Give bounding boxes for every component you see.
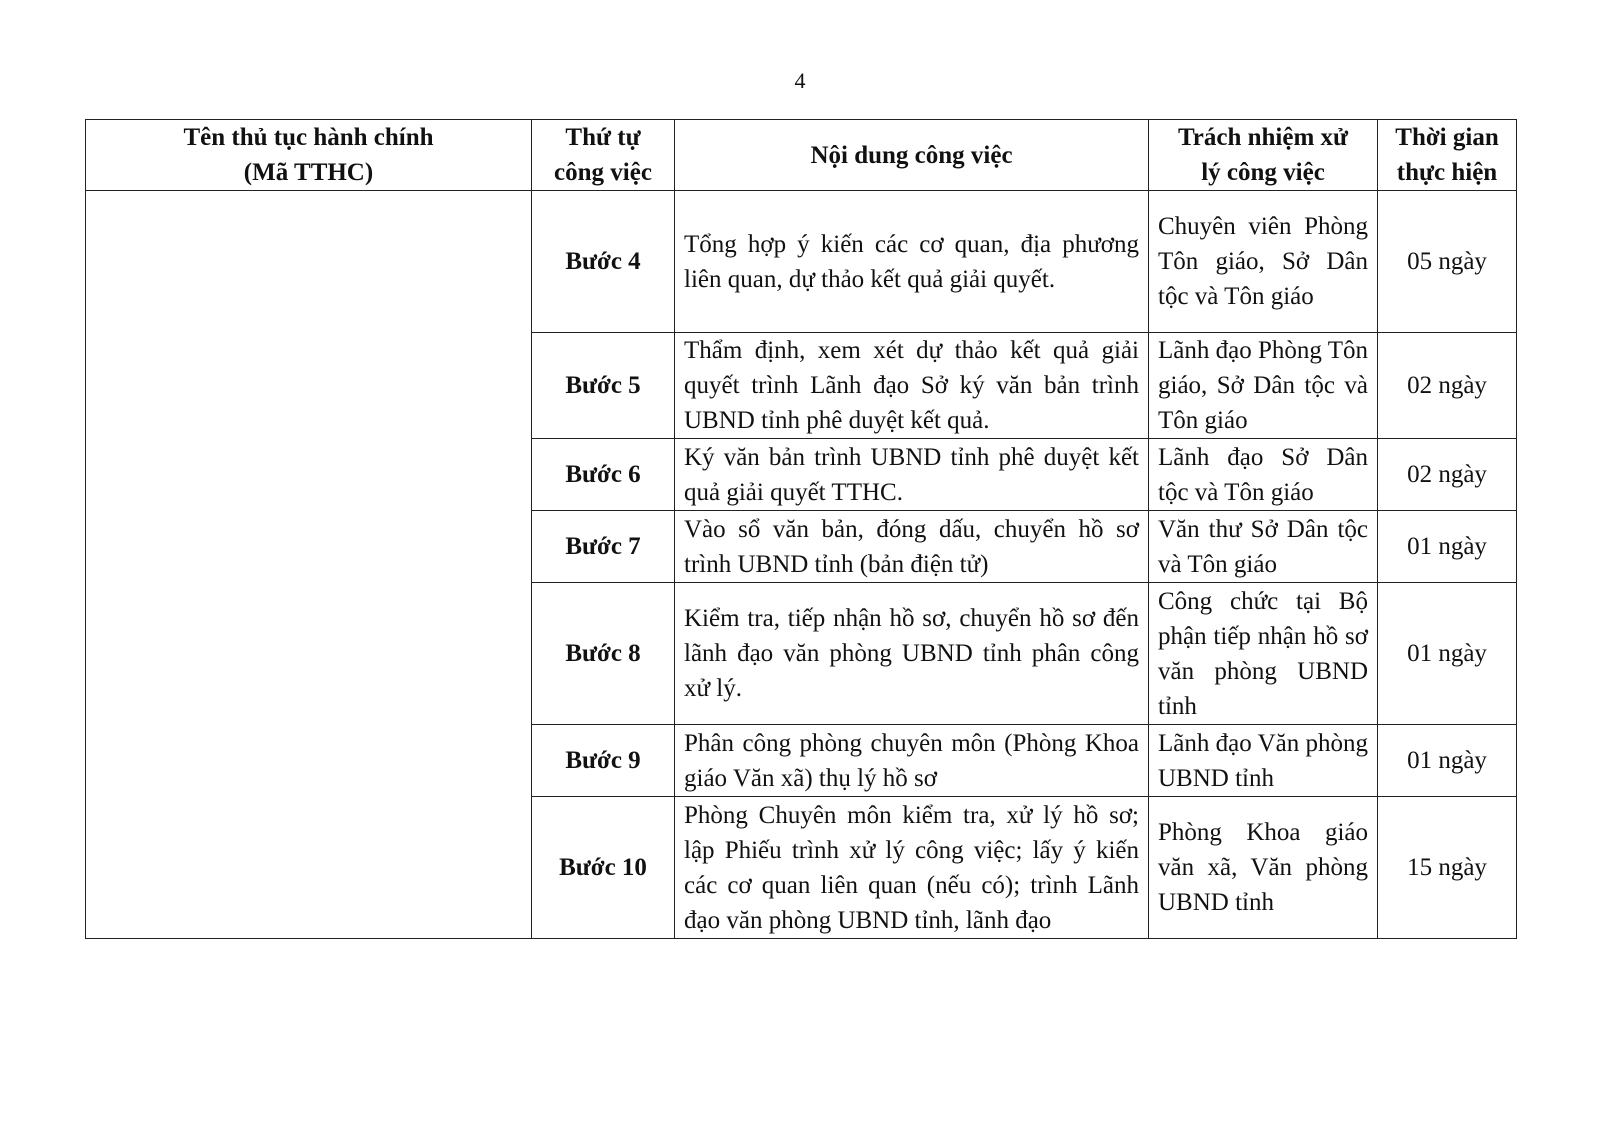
time-cell: 01 ngày	[1378, 511, 1517, 583]
page-number: 4	[794, 68, 806, 93]
responsibility-cell: Chuyên viên Phòng Tôn giáo, Sở Dân tộc và Tôn giáo	[1149, 191, 1378, 333]
header-procedure-line1: Tên thủ tục hành chính	[183, 124, 434, 151]
time-cell: 05 ngày	[1378, 191, 1517, 333]
header-step-order	[532, 120, 675, 191]
header-procedure-name	[86, 120, 532, 191]
responsibility-cell: Phòng Khoa giáo văn xã, Văn phòng UBND tỉnh	[1149, 797, 1378, 939]
table-row	[86, 191, 1517, 333]
header-content: Nội dung công việc	[675, 120, 1149, 191]
time-cell: 02 ngày	[1378, 333, 1517, 439]
content-cell: Phòng Chuyên môn kiểm tra, xử lý hồ sơ; lập Phiếu trình xử lý công việc; lấy ý kiến các cơ quan liên quan (nếu có); trình Lãnh đạo văn phòng UBND tỉnh, lãnh đạo	[675, 797, 1149, 939]
step-cell: Bước 8	[532, 583, 675, 725]
time-cell: 02 ngày	[1378, 439, 1517, 511]
header-step-line2: công việc	[554, 159, 652, 186]
header-time	[1378, 120, 1517, 191]
responsibility-cell: Công chức tại Bộ phận tiếp nhận hồ sơ văn phòng UBND tỉnh	[1149, 583, 1378, 725]
responsibility-cell: Lãnh đạo Phòng Tôn giáo, Sở Dân tộc và Tôn giáo	[1149, 333, 1378, 439]
time-cell: 15 ngày	[1378, 797, 1517, 939]
procedure-name-cell	[86, 191, 532, 939]
header-time-line1: Thời gian	[1395, 124, 1499, 151]
header-procedure-line2: (Mã TTHC)	[243, 159, 374, 186]
header-time-line2: thực hiện	[1396, 159, 1498, 186]
header-responsibility-line2: lý công việc	[1201, 159, 1325, 186]
procedure-steps-table	[85, 119, 1517, 939]
content-cell: Vào sổ văn bản, đóng dấu, chuyển hồ sơ trình UBND tỉnh (bản điện tử)	[675, 511, 1149, 583]
responsibility-cell: Lãnh đạo Văn phòng UBND tỉnh	[1149, 725, 1378, 797]
responsibility-cell: Lãnh đạo Sở Dân tộc và Tôn giáo	[1149, 439, 1378, 511]
header-responsibility-line1: Trách nhiệm xử	[1177, 124, 1349, 151]
step-cell: Bước 4	[532, 191, 675, 333]
content-cell: Thẩm định, xem xét dự thảo kết quả giải quyết trình Lãnh đạo Sở ký văn bản trình UBND tỉnh phê duyệt kết quả.	[675, 333, 1149, 439]
header-step-line1: Thứ tự	[565, 124, 641, 151]
step-cell: Bước 10	[532, 797, 675, 939]
step-cell: Bước 7	[532, 511, 675, 583]
time-cell: 01 ngày	[1378, 583, 1517, 725]
content-cell: Phân công phòng chuyên môn (Phòng Khoa giáo Văn xã) thụ lý hồ sơ	[675, 725, 1149, 797]
content-cell: Ký văn bản trình UBND tỉnh phê duyệt kết quả giải quyết TTHC.	[675, 439, 1149, 511]
table-header-row	[86, 120, 1517, 191]
responsibility-cell: Văn thư Sở Dân tộc và Tôn giáo	[1149, 511, 1378, 583]
step-cell: Bước 6	[532, 439, 675, 511]
content-cell: Kiểm tra, tiếp nhận hồ sơ, chuyển hồ sơ đến lãnh đạo văn phòng UBND tỉnh phân công xử lý.	[675, 583, 1149, 725]
step-cell: Bước 9	[532, 725, 675, 797]
time-cell: 01 ngày	[1378, 725, 1517, 797]
content-cell: Tổng hợp ý kiến các cơ quan, địa phương liên quan, dự thảo kết quả giải quyết.	[675, 191, 1149, 333]
header-responsibility	[1149, 120, 1378, 191]
step-cell: Bước 5	[532, 333, 675, 439]
